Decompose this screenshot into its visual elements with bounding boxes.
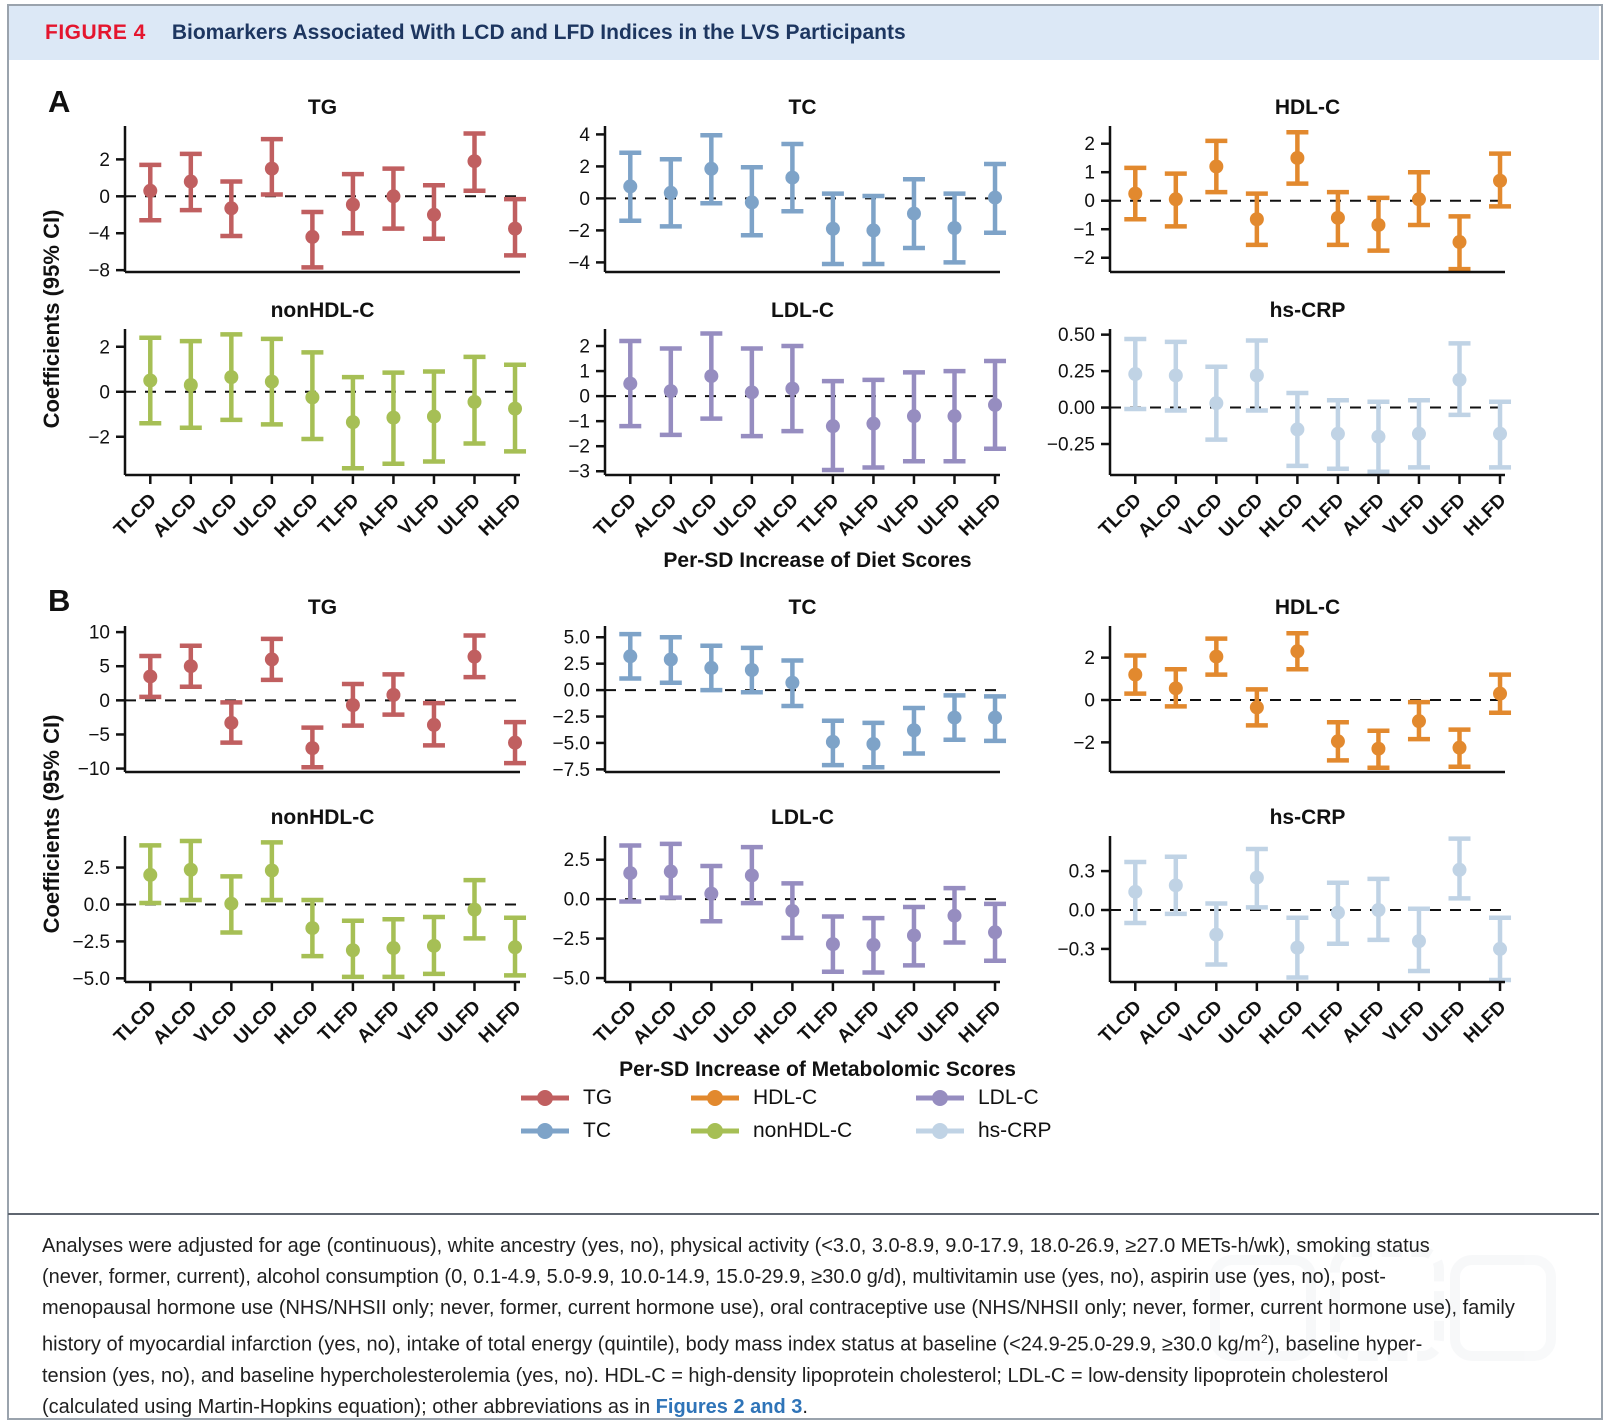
caption (42, 1231, 1582, 1422)
svg-text:HLCD: HLCD (270, 489, 323, 542)
svg-text:VLCD: VLCD (1175, 489, 1227, 542)
svg-text:2: 2 (99, 337, 110, 359)
svg-text:2: 2 (579, 156, 590, 178)
svg-text:ULFD: ULFD (1419, 996, 1471, 1048)
caption-line: (never, former, current), alcohol consumption (0, 0.1-4.9, 5.0-9.9, 10.0-14.9, 15.0-29.9, ≥30.0 g/d), multivitamin use (yes, no), aspirin use (yes, no), post- (42, 1266, 1386, 1288)
svg-text:ALFD: ALFD (353, 996, 404, 1048)
caption-line: menopausal hormone use (NHS/NHSII only; never, former, current hormone use), oral contraceptive use (NHS/NHSII only; never, former, current hormone use), family (42, 1297, 1515, 1319)
legend-marker-icon (914, 1089, 966, 1107)
svg-text:0.00: 0.00 (1058, 398, 1095, 420)
svg-text:ALCD: ALCD (629, 489, 682, 542)
svg-text:−5.0: −5.0 (552, 968, 590, 990)
subplot-a-tc (510, 92, 1010, 297)
svg-text:VLCD: VLCD (670, 996, 722, 1049)
legend-marker-icon (689, 1089, 741, 1107)
svg-text:TC: TC (788, 596, 817, 619)
legend-marker-icon (519, 1089, 571, 1107)
svg-text:LDL-C: LDL-C (771, 299, 834, 322)
subplot-b-nonhdl-c (30, 802, 530, 1065)
svg-text:VLCD: VLCD (670, 489, 722, 542)
svg-text:VLCD: VLCD (190, 489, 242, 542)
svg-text:0.0: 0.0 (83, 894, 110, 916)
svg-text:−2.5: −2.5 (552, 929, 590, 951)
svg-text:TG: TG (307, 596, 338, 619)
svg-text:2.5: 2.5 (563, 654, 590, 676)
subplot-b-hdl-c (1015, 592, 1515, 797)
svg-text:2: 2 (1084, 648, 1095, 670)
svg-text:2.5: 2.5 (83, 858, 110, 880)
subplot-a-nonhdl-c (30, 295, 530, 558)
svg-text:5.0: 5.0 (563, 627, 590, 649)
caption-line: tension (yes, no), and baseline hypercholesterolemia (yes, no). HDL-C = high-density lipoprotein cholesterol; LDL-C = low-density lipoprotein cholesterol (42, 1364, 1389, 1387)
svg-text:−1: −1 (568, 411, 590, 433)
svg-text:HLFD: HLFD (954, 996, 1006, 1048)
caption-line: Analyses were adjusted for age (continuous), white ancestry (yes, no), physical activity (<3.0, 3.0-8.9, 9.0-17.9, 18.0-26.9, ≥27.0 METs-h/wk), smoking status (42, 1235, 1430, 1257)
legend-label: HDL-C (753, 1086, 818, 1109)
svg-text:ULCD: ULCD (230, 996, 283, 1049)
legend-marker-icon (914, 1122, 966, 1140)
svg-text:ALCD: ALCD (149, 996, 202, 1049)
svg-text:VLFD: VLFD (1379, 489, 1430, 540)
svg-text:ALFD: ALFD (353, 489, 404, 541)
svg-text:ULCD: ULCD (710, 489, 763, 542)
svg-text:TLCD: TLCD (110, 489, 161, 541)
svg-text:−2: −2 (1073, 732, 1095, 754)
svg-text:LDL-C: LDL-C (771, 806, 834, 829)
legend-item-hs-crp (914, 1119, 1089, 1143)
svg-text:HLCD: HLCD (270, 996, 323, 1049)
svg-text:2.5: 2.5 (563, 850, 590, 872)
figure-number: FIGURE 4 (45, 21, 146, 44)
svg-text:ALCD: ALCD (1134, 996, 1187, 1049)
legend-label: LDL-C (978, 1086, 1039, 1109)
subplot-b-hs-crp (1015, 802, 1515, 1065)
svg-text:HLFD: HLFD (474, 489, 526, 541)
legend-item-tc (519, 1119, 689, 1143)
panel-a-label: A (48, 84, 71, 119)
svg-text:−10: −10 (77, 759, 110, 781)
svg-text:−1: −1 (1073, 219, 1095, 241)
caption-line: (calculated using Martin-Hopkins equation); other abbreviations as in Figures 2 and 3. (42, 1395, 808, 1418)
svg-text:VLCD: VLCD (190, 996, 242, 1049)
legend-item-hdl-c (689, 1086, 914, 1110)
x-axis-title-panel-b: Per-SD Increase of Metabolomic Scores (619, 1058, 1016, 1081)
svg-text:−3: −3 (568, 461, 590, 483)
svg-text:TLFD: TLFD (314, 996, 364, 1046)
svg-text:ULFD: ULFD (914, 489, 966, 541)
caption-divider (8, 1213, 1599, 1215)
svg-text:−2.5: −2.5 (72, 931, 110, 953)
svg-text:VLCD: VLCD (1175, 996, 1227, 1049)
y-axis-title-panel-a: Coefficients (95% CI) (39, 209, 64, 429)
svg-text:HLFD: HLFD (1459, 489, 1511, 541)
caption-line: history of myocardial infarction (yes, no), intake of total energy (quintile), body mass index status at baseline (<24.9-25.0-29.9, ≥30.0 $kg/m^2$), baseline hyper- (42, 1332, 1423, 1356)
svg-text:5: 5 (99, 656, 110, 678)
svg-text:HLCD: HLCD (1255, 996, 1308, 1049)
svg-text:−5.0: −5.0 (72, 968, 110, 990)
subplot-b-ldl-c (510, 802, 1010, 1065)
svg-text:−5.0: −5.0 (552, 733, 590, 755)
svg-text:0: 0 (579, 386, 590, 408)
svg-text:ULFD: ULFD (1419, 489, 1471, 541)
legend (0, 1086, 1608, 1143)
svg-text:1: 1 (1084, 162, 1095, 184)
svg-text:TG: TG (307, 96, 338, 119)
svg-text:HLCD: HLCD (750, 996, 803, 1049)
subplot-a-hs-crp (1015, 295, 1515, 558)
svg-text:TLCD: TLCD (1095, 996, 1146, 1048)
svg-text:−0.3: −0.3 (1057, 939, 1095, 961)
svg-text:−8: −8 (88, 260, 110, 282)
svg-text:1: 1 (579, 361, 590, 383)
svg-text:VLFD: VLFD (874, 489, 925, 540)
svg-text:0.25: 0.25 (1058, 361, 1095, 383)
svg-text:TLCD: TLCD (590, 489, 641, 541)
figure-title: Biomarkers Associated With LCD and LFD Indices in the LVS Participants (171, 21, 906, 44)
svg-text:TLCD: TLCD (110, 996, 161, 1048)
svg-text:ULCD: ULCD (710, 996, 763, 1049)
svg-text:VLFD: VLFD (394, 489, 445, 540)
svg-text:10: 10 (88, 622, 110, 644)
x-axis-title-panel-a: Per-SD Increase of Diet Scores (663, 549, 972, 572)
svg-text:0: 0 (99, 382, 110, 404)
svg-text:−2: −2 (1073, 248, 1095, 270)
subplot-a-ldl-c (510, 295, 1010, 558)
svg-text:−2.5: −2.5 (552, 707, 590, 729)
svg-text:ULFD: ULFD (434, 489, 486, 541)
svg-text:TLFD: TLFD (794, 489, 844, 539)
svg-text:HLFD: HLFD (474, 996, 526, 1048)
svg-text:−4: −4 (88, 223, 110, 245)
svg-text:hs-CRP: hs-CRP (1269, 299, 1346, 322)
svg-text:nonHDL-C: nonHDL-C (270, 806, 375, 829)
svg-text:ULCD: ULCD (1215, 489, 1268, 542)
legend-label: hs-CRP (978, 1119, 1052, 1142)
legend-marker-icon (519, 1122, 571, 1140)
svg-text:TLCD: TLCD (590, 996, 641, 1048)
subplot-a-hdl-c (1015, 92, 1515, 297)
svg-text:2: 2 (1084, 134, 1095, 156)
svg-text:TLFD: TLFD (1299, 489, 1349, 539)
subplot-b-tg (30, 592, 530, 797)
y-axis-title-panel-b: Coefficients (95% CI) (39, 714, 64, 934)
svg-text:VLFD: VLFD (874, 996, 925, 1047)
svg-text:ALCD: ALCD (629, 996, 682, 1049)
svg-text:HLCD: HLCD (1255, 489, 1308, 542)
legend-label: TC (583, 1119, 611, 1142)
svg-text:−2: −2 (568, 436, 590, 458)
svg-text:ULCD: ULCD (230, 489, 283, 542)
svg-text:hs-CRP: hs-CRP (1269, 806, 1346, 829)
legend-item-tg (519, 1086, 689, 1110)
figure-header (9, 6, 1599, 60)
caption-figure-link[interactable]: Figures 2 and 3 (655, 1395, 803, 1418)
legend-item-ldl-c (914, 1086, 1089, 1110)
svg-text:HLFD: HLFD (1459, 996, 1511, 1048)
svg-text:ALCD: ALCD (149, 489, 202, 542)
svg-text:−7.5: −7.5 (552, 759, 590, 781)
legend-row (519, 1119, 1089, 1143)
svg-text:−0.25: −0.25 (1046, 434, 1095, 456)
svg-text:0.3: 0.3 (1068, 861, 1095, 883)
svg-text:2: 2 (99, 149, 110, 171)
legend-row (519, 1086, 1089, 1110)
legend-label: nonHDL-C (753, 1119, 853, 1142)
subplot-a-tg (30, 92, 530, 297)
svg-text:TLFD: TLFD (1299, 996, 1349, 1046)
svg-text:VLFD: VLFD (394, 996, 445, 1047)
svg-text:0: 0 (99, 186, 110, 208)
svg-text:0: 0 (1084, 690, 1095, 712)
svg-text:TC: TC (788, 96, 817, 119)
svg-text:ULFD: ULFD (914, 996, 966, 1048)
svg-text:ALFD: ALFD (1338, 996, 1389, 1048)
svg-text:ALFD: ALFD (833, 489, 884, 541)
svg-text:0.0: 0.0 (563, 889, 590, 911)
svg-text:HLFD: HLFD (954, 489, 1006, 541)
subplot-b-tc (510, 592, 1010, 797)
svg-text:0.0: 0.0 (563, 680, 590, 702)
legend-label: TG (583, 1086, 613, 1109)
svg-text:ALFD: ALFD (833, 996, 884, 1048)
svg-text:−4: −4 (568, 252, 590, 274)
svg-text:4: 4 (579, 124, 590, 146)
svg-text:TLFD: TLFD (314, 489, 364, 539)
legend-item-nonhdl-c (689, 1119, 914, 1143)
svg-text:0: 0 (99, 690, 110, 712)
svg-text:ALCD: ALCD (1134, 489, 1187, 542)
svg-text:ALFD: ALFD (1338, 489, 1389, 541)
svg-text:−2: −2 (568, 220, 590, 242)
svg-text:VLFD: VLFD (1379, 996, 1430, 1047)
svg-text:0: 0 (1084, 191, 1095, 213)
svg-text:0.0: 0.0 (1068, 900, 1095, 922)
svg-text:HDL-C: HDL-C (1274, 596, 1341, 619)
svg-text:HDL-C: HDL-C (1274, 96, 1341, 119)
svg-text:TLCD: TLCD (1095, 489, 1146, 541)
svg-text:nonHDL-C: nonHDL-C (270, 299, 375, 322)
panel-b-label: B (48, 583, 71, 618)
svg-text:ULFD: ULFD (434, 996, 486, 1048)
svg-text:0.50: 0.50 (1058, 325, 1095, 347)
legend-marker-icon (689, 1122, 741, 1140)
svg-text:−2: −2 (88, 427, 110, 449)
svg-text:HLCD: HLCD (750, 489, 803, 542)
svg-text:−5: −5 (88, 724, 110, 746)
svg-text:0: 0 (579, 188, 590, 210)
svg-text:TLFD: TLFD (794, 996, 844, 1046)
svg-text:ULCD: ULCD (1215, 996, 1268, 1049)
svg-text:2: 2 (579, 336, 590, 358)
